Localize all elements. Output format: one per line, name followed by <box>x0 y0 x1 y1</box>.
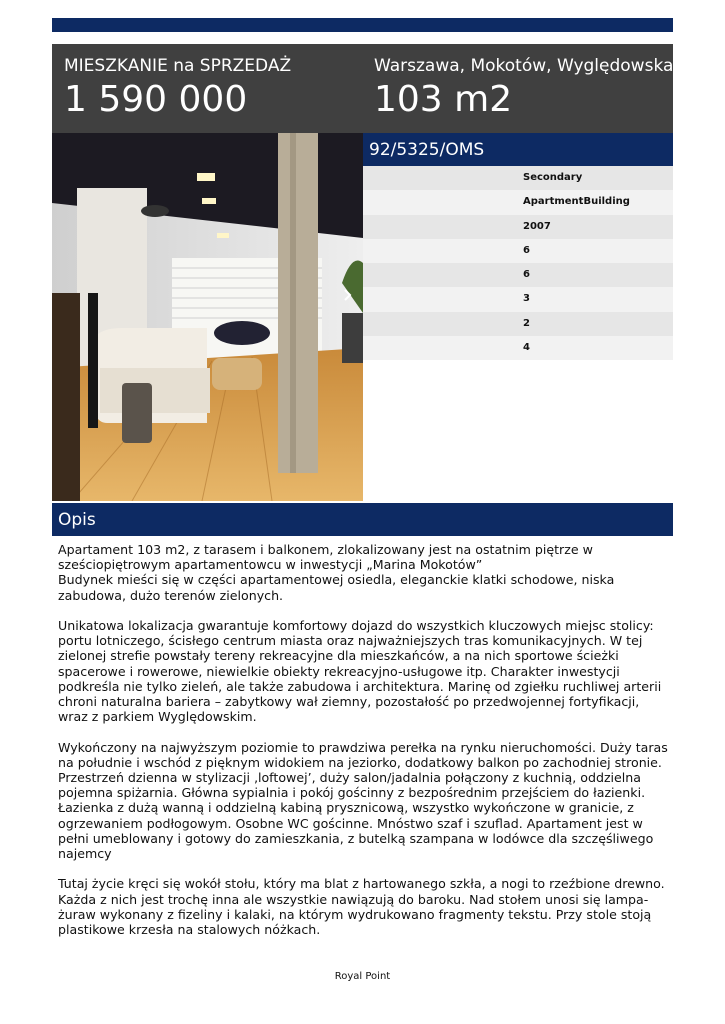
area: 103 m2 <box>374 79 513 120</box>
apartment-photo <box>52 133 363 501</box>
param-row <box>363 190 673 214</box>
description-paragraph: Wykończony na najwyższym poziomie to prawdziwa perełka na rynku nieruchomości. Duży taras na południe i wschód z pięknym widokiem na jeziorko, dodatkowy balkon po zachodniej stronie. Przestrzeń dzienna w stylizacji ‚loftowej’, duży salon/jadalnia połączony z kuchnią, oddzielna pojemna spiżarnia. Główna sypialnia i pokój gościnny z bezpośrednim przejściem do łazienki. Łazienka z dużą wanną i oddzielną kabiną prysznicową, wszystko wykończone w granicie, z ogrzewaniem podłogowym. Osobne WC gościnne. Mnóstwo szaf i szuflad. Apartament jest w pełni umeblowany i gotowy do zamieszkania, z butelką szampana w lodówce dla szczęśliwego najemcy <box>58 739 668 862</box>
params-table <box>363 166 673 360</box>
param-row <box>363 263 673 287</box>
description-paragraph: Apartament 103 m2, z tarasem i balkonem, zlokalizowany jest na ostatnim piętrze w sześciopiętrowym apartamentowcu w inwestycji „Marina Mokotów” Budynek mieści się w części apartamentowej osiedla, eleganckie klatki schodowe, niska zabudowa, dużo terenów zielonych. <box>58 542 615 603</box>
description-paragraph: Unikatowa lokalizacja gwarantuje komfortowy dojazd do wszystkich kluczowych miejsc stolicy: portu lotniczego, ścisłego centrum miasta oraz najważniejszych tras komunikacyjnych. W tej zielonej strefie powstały tereny rekreacyjne dla mieszkańców, a na nich sportowe ścieżki spacerowe i rowerowe, niewielkie obiekty rekreacyjno-usługowe itp. Charakter inwestycji podkreśla nie tylko zieleń, ale także zabudowa i architektura. Marinę od zgiełku ruchliwej arterii chroni naturalna bariera – zabytkowy wał ziemny, pozostałość po przedwojennej fortyfikacji, wraz z parkiem Wyględowskim. <box>58 618 662 725</box>
reference-bar <box>363 133 673 166</box>
header-left <box>64 56 291 122</box>
param-row <box>363 312 673 336</box>
param-value: Secondary <box>523 172 583 183</box>
param-row <box>363 215 673 239</box>
param-value: 2007 <box>523 220 551 232</box>
param-row <box>363 166 673 190</box>
param-row <box>363 287 673 311</box>
header-right <box>374 56 673 122</box>
listing-header <box>52 44 673 133</box>
param-value: 4 <box>523 342 530 354</box>
param-row <box>363 336 673 360</box>
param-value: 6 <box>523 244 530 256</box>
offer-type: MIESZKANIE na SPRZEDAŻ <box>64 56 292 76</box>
param-value: 3 <box>523 293 530 305</box>
description-header <box>52 503 673 536</box>
param-value: ApartmentBuilding <box>523 196 630 208</box>
param-value: 6 <box>523 269 530 281</box>
description-paragraph: Tutaj życie kręci się wokół stołu, który ma blat z hartowanego szkła, a nogi to rzeźbione drewno. Każda z nich jest trochę inna ale wszystkie nawiązują do baroku. Nad stołem unosi się lampa-żuraw wykonany z fizeliny i kalaki, na którym wydrukowano fragmenty tekstu. Przy stole stoją plastikowe krzesła na stalowych nóżkach. <box>58 876 665 938</box>
description-body <box>58 542 670 952</box>
param-value: 2 <box>523 317 530 329</box>
description-title: Opis <box>58 510 96 530</box>
footer-brand: Royal Point <box>334 971 391 982</box>
location: Warszawa, Mokotów, Wyględowska <box>374 56 674 76</box>
reference-number: 92/5325/OMS <box>369 140 485 160</box>
param-row <box>363 239 673 263</box>
price: 1 590 000 <box>64 79 248 120</box>
top-accent-bar <box>52 18 673 32</box>
